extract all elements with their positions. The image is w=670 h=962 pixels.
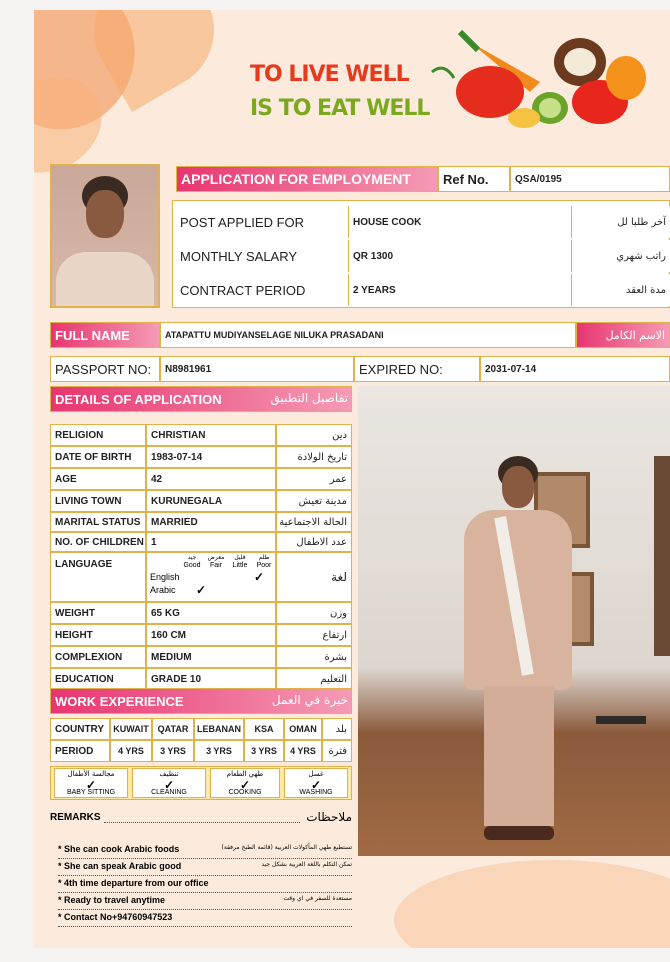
work-title: WORK EXPERIENCE xyxy=(50,688,352,714)
salary-value: QR 1300 xyxy=(348,240,572,272)
skill-label: BABY SITTING xyxy=(66,789,116,796)
remarks-label: REMARKS xyxy=(50,812,101,823)
photo-uniform xyxy=(56,252,154,306)
detail-label: DATE OF BIRTH xyxy=(50,446,146,468)
remark-divider xyxy=(58,858,352,859)
expiry-label: EXPIRED NO: xyxy=(354,356,480,382)
period-cell: 3 YRS xyxy=(152,740,194,762)
check-icon: ✓ xyxy=(240,778,251,792)
photo-face xyxy=(86,190,124,238)
expiry-value: 2031-07-14 xyxy=(480,356,670,382)
language-level-label: Good xyxy=(183,562,201,569)
work-title-arabic: خبرة في العمل xyxy=(271,693,348,707)
remark-divider xyxy=(58,875,352,876)
photo-uniform-pants xyxy=(484,686,554,826)
language-arabic: لغة xyxy=(276,552,352,602)
country-cell: KUWAIT xyxy=(110,718,152,740)
details-title-arabic: تفاصيل التطبيق xyxy=(270,391,348,405)
details-title: DETAILS OF APPLICATION xyxy=(50,386,352,412)
country-cell: QATAR xyxy=(152,718,194,740)
applicant-photo-full xyxy=(358,386,670,856)
detail-value: 160 CM xyxy=(146,624,276,646)
language-level-arabic: معرض xyxy=(207,554,225,561)
check-icon: ✓ xyxy=(86,778,97,792)
detail-label: NO. OF CHILDREN xyxy=(50,532,146,552)
slogan-line1: TO LIVE WELL xyxy=(250,62,409,87)
period-cell: 4 YRS xyxy=(284,740,322,762)
full-name-label: FULL NAME xyxy=(50,322,160,348)
detail-label: AGE xyxy=(50,468,146,490)
detail-label: LIVING TOWN xyxy=(50,490,146,512)
detail-label: COMPLEXION xyxy=(50,646,146,668)
application-sheet xyxy=(34,10,670,948)
skill-label: CLEANING xyxy=(151,789,187,796)
detail-value: 42 xyxy=(146,468,276,490)
remarks-divider xyxy=(104,822,300,823)
decor-swoosh xyxy=(394,860,670,948)
applicant-photo-small xyxy=(50,164,160,308)
full-name-value: ATAPATTU MUDIYANSELAGE NILUKA PRASADANI xyxy=(160,322,576,348)
detail-value: MARRIED xyxy=(146,512,276,532)
photo-feet xyxy=(484,826,554,840)
detail-arabic: تاريخ الولادة xyxy=(276,446,352,468)
detail-value: CHRISTIAN xyxy=(146,424,276,446)
country-arabic: بلد xyxy=(322,718,352,740)
language-label: LANGUAGE xyxy=(50,552,146,602)
period-label: PERIOD xyxy=(50,740,110,762)
skill-arabic: طهي الطعام xyxy=(226,770,264,778)
photo-face xyxy=(502,466,534,508)
contract-label: CONTRACT PERIOD xyxy=(176,274,346,306)
detail-label: HEIGHT xyxy=(50,624,146,646)
remarks-label-arabic: ملاحظات xyxy=(306,810,352,824)
full-name-arabic: الاسم الكامل xyxy=(576,322,670,348)
detail-arabic: عمر xyxy=(276,468,352,490)
detail-value: GRADE 10 xyxy=(146,668,276,690)
skill-arabic: غسل xyxy=(308,770,324,778)
remark-arabic: تستطيع طهي المأكولات العربية (قائمة الطبخ مرفقة) xyxy=(221,844,352,851)
country-cell: KSA xyxy=(244,718,284,740)
language-level-label: Fair xyxy=(209,562,223,569)
salary-label: MONTHLY SALARY xyxy=(176,240,346,272)
vegetables-illustration xyxy=(430,22,646,134)
detail-value: 1 xyxy=(146,532,276,552)
photo-wall-panel xyxy=(654,456,670,656)
contract-value: 2 YEARS xyxy=(348,274,572,306)
check-icon: ✓ xyxy=(311,778,322,792)
remark-text: * 4th time departure from our office xyxy=(58,878,209,888)
slogan-line2: IS TO EAT WELL xyxy=(250,96,430,121)
language-level-label: Poor xyxy=(256,562,272,569)
detail-arabic: بشرة xyxy=(276,646,352,668)
remark-divider xyxy=(58,909,352,910)
remark-text: * She can cook Arabic foods xyxy=(58,844,180,854)
detail-label: RELIGION xyxy=(50,424,146,446)
remark-divider xyxy=(58,892,352,893)
check-icon: ✓ xyxy=(254,570,265,584)
skill-arabic: تنظيف xyxy=(159,770,179,778)
post-arabic: آخر طلبا لل xyxy=(574,206,670,238)
language-name: Arabic xyxy=(150,585,176,595)
country-label: COUNTRY xyxy=(50,718,110,740)
detail-arabic: وزن xyxy=(276,602,352,624)
detail-arabic: عدد الاطفال xyxy=(276,532,352,552)
period-cell: 4 YRS xyxy=(110,740,152,762)
detail-value: KURUNEGALA xyxy=(146,490,276,512)
ref-label: Ref No. xyxy=(438,166,510,192)
ref-value: QSA/0195 xyxy=(510,166,670,192)
remark-text: * Ready to travel anytime xyxy=(58,895,166,905)
detail-label: MARITAL STATUS xyxy=(50,512,146,532)
remark-text: * She can speak Arabic good xyxy=(58,861,182,871)
remark-divider xyxy=(58,926,352,927)
detail-label: EDUCATION xyxy=(50,668,146,690)
post-label: POST APPLIED FOR xyxy=(176,206,346,238)
detail-value: MEDIUM xyxy=(146,646,276,668)
remark-arabic: مستعدة للسفر في اي وقت xyxy=(283,895,352,902)
salary-arabic: راتب شهري xyxy=(574,240,670,272)
detail-value: 65 KG xyxy=(146,602,276,624)
skill-arabic: مجالسة الأطفال xyxy=(67,770,115,778)
detail-arabic: مدينة تعيش xyxy=(276,490,352,512)
detail-value: 1983-07-14 xyxy=(146,446,276,468)
detail-arabic: ارتفاع xyxy=(276,624,352,646)
language-name: English xyxy=(150,572,180,582)
language-level-arabic: ظلم xyxy=(258,554,270,561)
skill-label: WASHING xyxy=(299,789,333,796)
period-arabic: فترة xyxy=(322,740,352,762)
language-level-arabic: قليل xyxy=(234,554,246,561)
skill-label: COOKING xyxy=(228,789,262,796)
language-level-arabic: جيد xyxy=(187,554,197,561)
passport-value: N8981961 xyxy=(160,356,354,382)
country-cell: OMAN xyxy=(284,718,322,740)
passport-label: PASSPORT NO: xyxy=(50,356,160,382)
remark-arabic: تمكن التكلم باللغة العربية بشكل جيد xyxy=(261,861,352,868)
country-cell: LEBANAN xyxy=(194,718,244,740)
detail-label: WEIGHT xyxy=(50,602,146,624)
detail-arabic: الحالة الاجتماعية xyxy=(276,512,352,532)
check-icon: ✓ xyxy=(164,778,175,792)
application-title: APPLICATION FOR EMPLOYMENT xyxy=(176,166,438,192)
period-cell: 3 YRS xyxy=(244,740,284,762)
contract-arabic: مدة العقد xyxy=(574,274,670,306)
check-icon: ✓ xyxy=(196,583,207,597)
post-value: HOUSE COOK xyxy=(348,206,572,238)
detail-arabic: التعليم xyxy=(276,668,352,690)
period-cell: 3 YRS xyxy=(194,740,244,762)
remark-text: * Contact No+94760947523 xyxy=(58,912,173,922)
photo-side-table xyxy=(596,716,646,724)
detail-arabic: دين xyxy=(276,424,352,446)
language-level-label: Little xyxy=(232,562,248,569)
